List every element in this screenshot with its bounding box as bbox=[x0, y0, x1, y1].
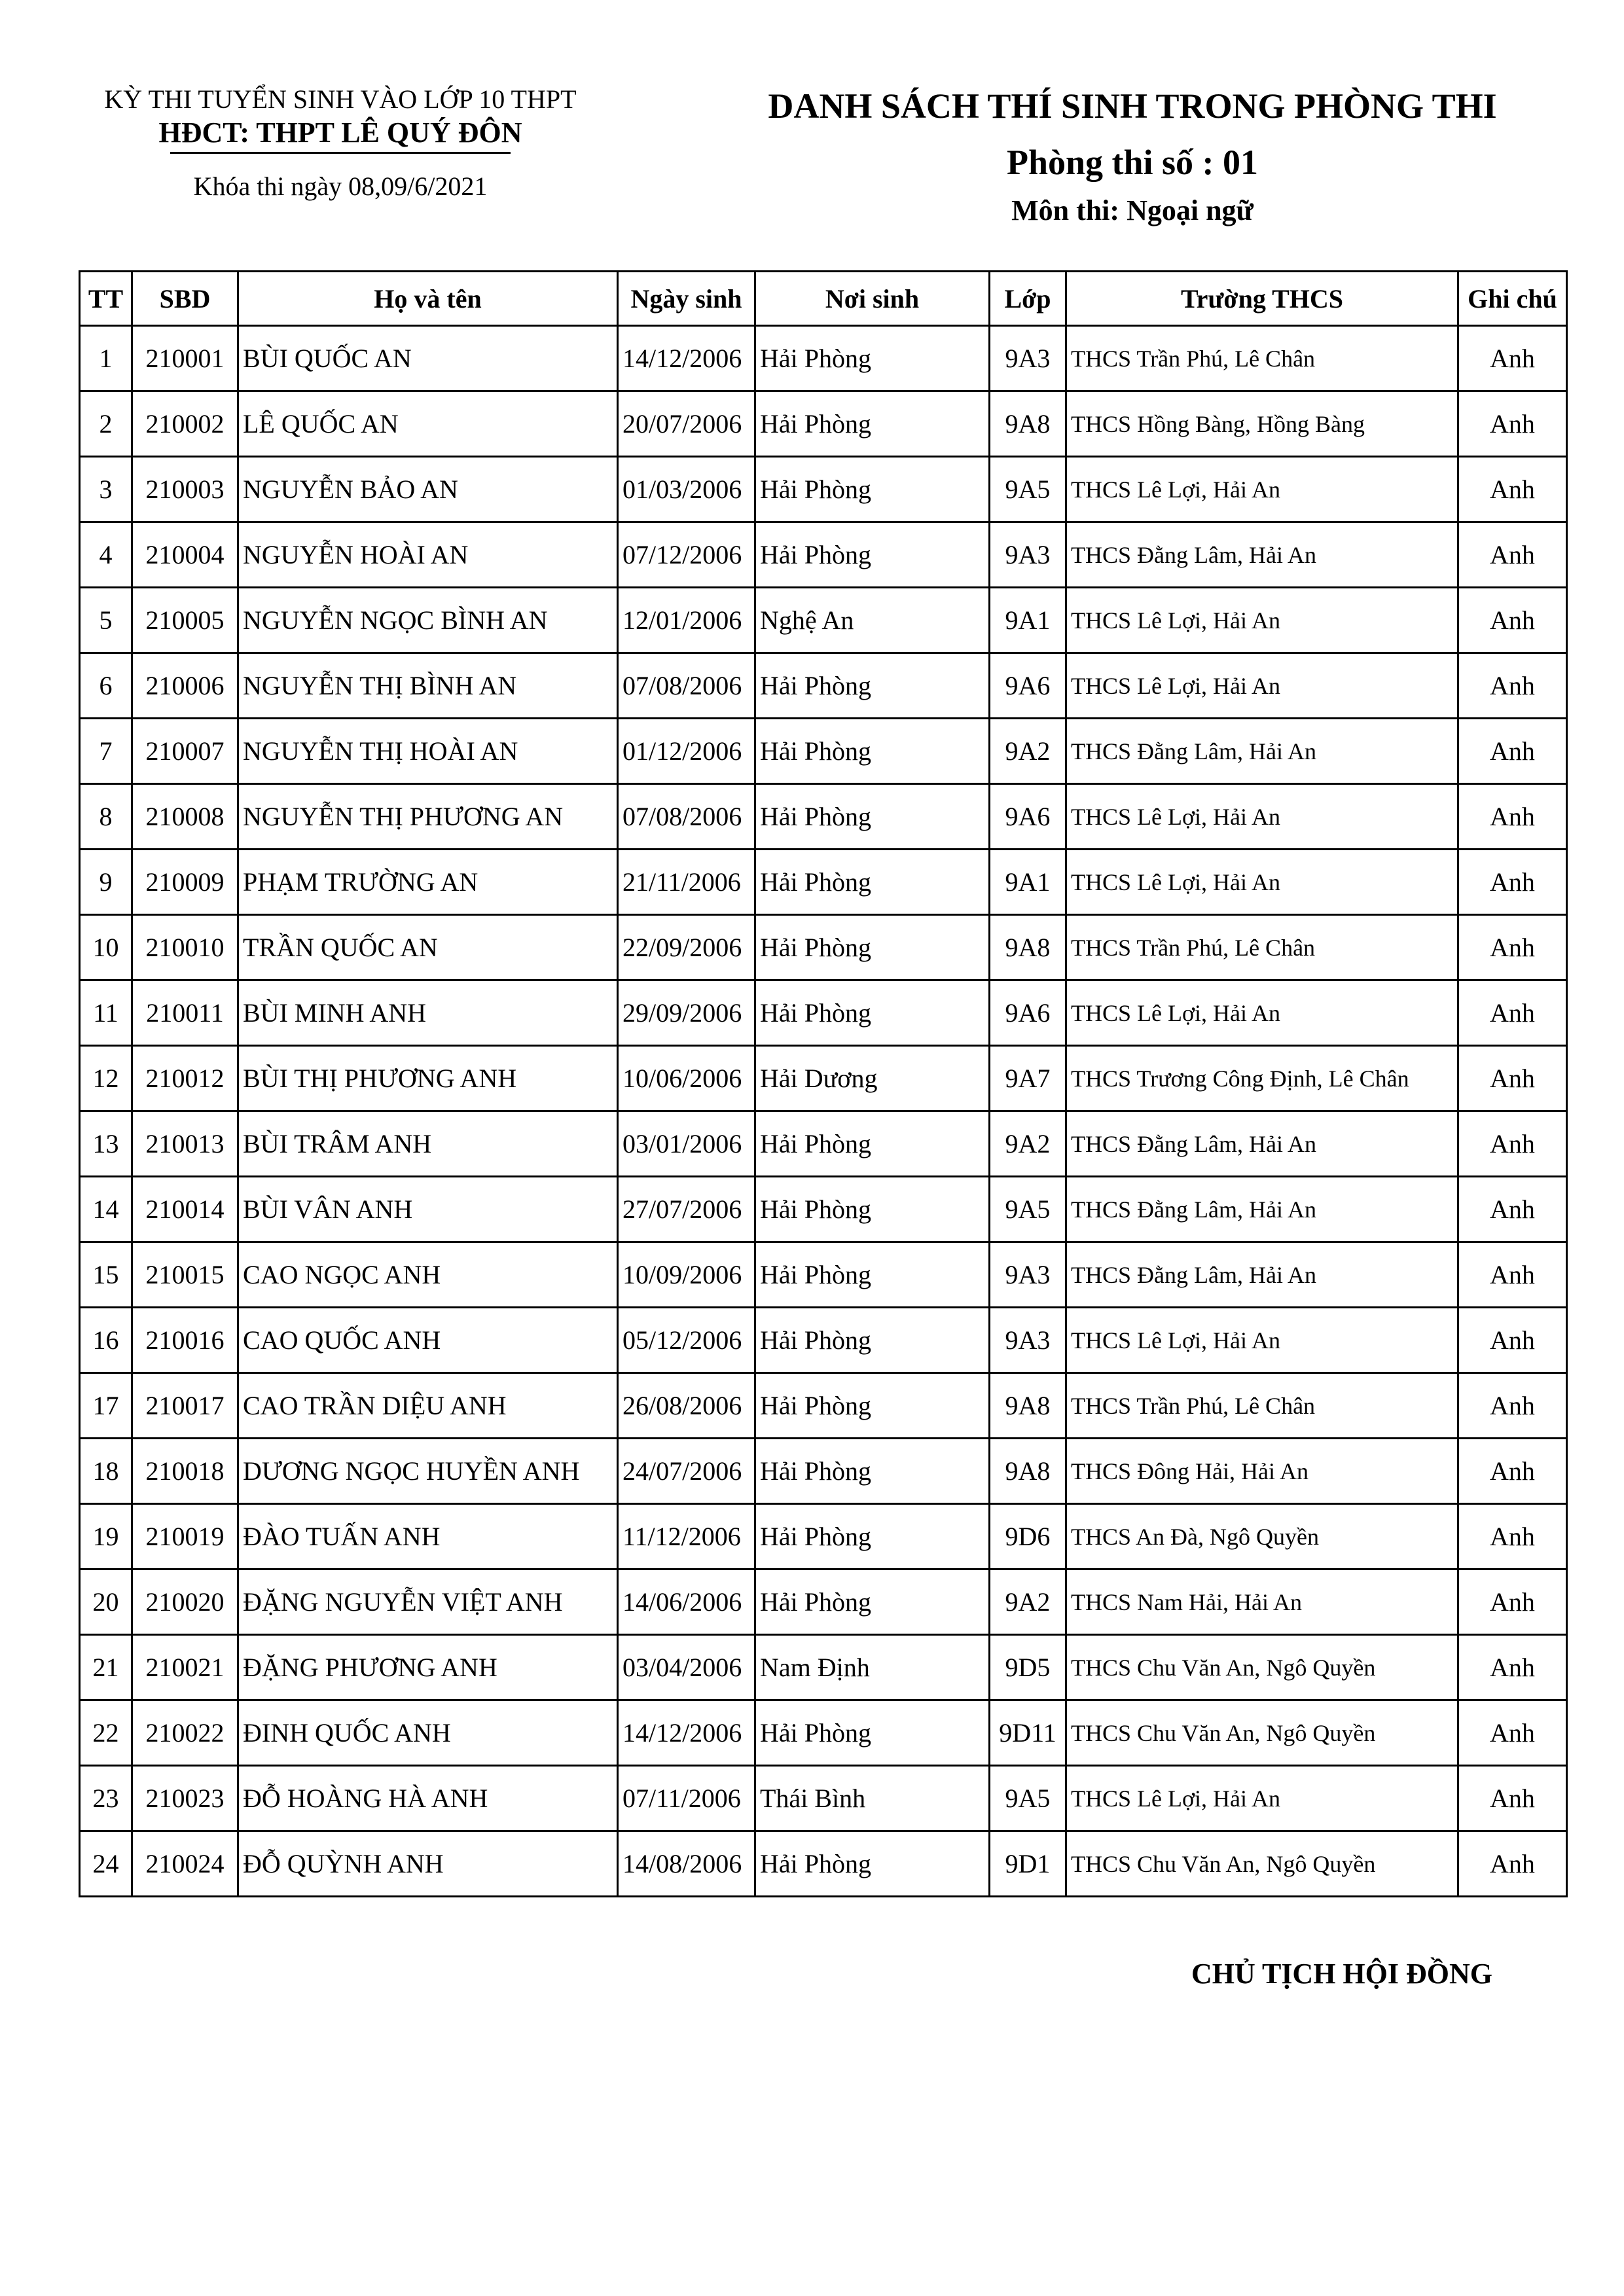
cell-note: Anh bbox=[1458, 784, 1567, 850]
cell-sbd: 210021 bbox=[132, 1635, 238, 1700]
column-header-note: Ghi chú bbox=[1458, 272, 1567, 326]
cell-class: 9A8 bbox=[990, 1439, 1066, 1504]
cell-note: Anh bbox=[1458, 522, 1567, 588]
cell-class: 9D1 bbox=[990, 1831, 1066, 1897]
cell-name: ĐỖ HOÀNG HÀ ANH bbox=[238, 1766, 618, 1831]
table-row bbox=[80, 391, 1567, 457]
cell-note: Anh bbox=[1458, 1046, 1567, 1111]
table-row bbox=[80, 850, 1567, 915]
cell-birthplace: Hải Phòng bbox=[755, 850, 990, 915]
cell-tt: 23 bbox=[80, 1766, 132, 1831]
cell-birthplace: Nam Định bbox=[755, 1635, 990, 1700]
cell-class: 9A8 bbox=[990, 915, 1066, 980]
column-header-birthplace: Nơi sinh bbox=[755, 272, 990, 326]
cell-name: BÙI MINH ANH bbox=[238, 980, 618, 1046]
cell-name: ĐÀO TUẤN ANH bbox=[238, 1504, 618, 1570]
table-row bbox=[80, 1700, 1567, 1766]
cell-birthplace: Hải Phòng bbox=[755, 653, 990, 719]
cell-sbd: 210023 bbox=[132, 1766, 238, 1831]
cell-note: Anh bbox=[1458, 719, 1567, 784]
table-row bbox=[80, 1831, 1567, 1897]
table-header-row bbox=[80, 272, 1567, 326]
cell-birthplace: Nghệ An bbox=[755, 588, 990, 653]
cell-tt: 14 bbox=[80, 1177, 132, 1242]
table-row bbox=[80, 719, 1567, 784]
cell-dob: 05/12/2006 bbox=[618, 1308, 755, 1373]
cell-sbd: 210006 bbox=[132, 653, 238, 719]
table-row bbox=[80, 1046, 1567, 1111]
cell-birthplace: Hải Dương bbox=[755, 1046, 990, 1111]
cell-birthplace: Thái Bình bbox=[755, 1766, 990, 1831]
cell-class: 9A8 bbox=[990, 1373, 1066, 1439]
cell-sbd: 210012 bbox=[132, 1046, 238, 1111]
cell-note: Anh bbox=[1458, 1439, 1567, 1504]
cell-class: 9A6 bbox=[990, 653, 1066, 719]
table-row bbox=[80, 784, 1567, 850]
column-header-tt: TT bbox=[80, 272, 132, 326]
cell-name: PHẠM TRƯỜNG AN bbox=[238, 850, 618, 915]
cell-name: CAO TRẦN DIỆU ANH bbox=[238, 1373, 618, 1439]
table-row bbox=[80, 457, 1567, 522]
cell-class: 9A3 bbox=[990, 1308, 1066, 1373]
cell-note: Anh bbox=[1458, 1700, 1567, 1766]
cell-birthplace: Hải Phòng bbox=[755, 1373, 990, 1439]
cell-birthplace: Hải Phòng bbox=[755, 719, 990, 784]
table-row bbox=[80, 1635, 1567, 1700]
cell-sbd: 210010 bbox=[132, 915, 238, 980]
cell-dob: 20/07/2006 bbox=[618, 391, 755, 457]
column-header-school: Trường THCS bbox=[1066, 272, 1458, 326]
table-row bbox=[80, 653, 1567, 719]
table-row bbox=[80, 326, 1567, 391]
cell-school: THCS Chu Văn An, Ngô Quyền bbox=[1066, 1831, 1458, 1897]
cell-note: Anh bbox=[1458, 1177, 1567, 1242]
candidate-table bbox=[79, 270, 1568, 1897]
cell-tt: 6 bbox=[80, 653, 132, 719]
cell-sbd: 210007 bbox=[132, 719, 238, 784]
cell-sbd: 210022 bbox=[132, 1700, 238, 1766]
cell-dob: 07/08/2006 bbox=[618, 653, 755, 719]
cell-class: 9A5 bbox=[990, 1177, 1066, 1242]
cell-sbd: 210020 bbox=[132, 1570, 238, 1635]
cell-class: 9A2 bbox=[990, 1570, 1066, 1635]
cell-school: THCS Hồng Bàng, Hồng Bàng bbox=[1066, 391, 1458, 457]
room-number: Phòng thi số : 01 bbox=[1006, 143, 1259, 182]
cell-class: 9A2 bbox=[990, 1111, 1066, 1177]
cell-dob: 14/06/2006 bbox=[618, 1570, 755, 1635]
cell-tt: 5 bbox=[80, 588, 132, 653]
cell-tt: 13 bbox=[80, 1111, 132, 1177]
cell-name: BÙI TRÂM ANH bbox=[238, 1111, 618, 1177]
table-row bbox=[80, 522, 1567, 588]
table-row bbox=[80, 915, 1567, 980]
cell-school: THCS Đằng Lâm, Hải An bbox=[1066, 1111, 1458, 1177]
table-row bbox=[80, 1766, 1567, 1831]
cell-sbd: 210014 bbox=[132, 1177, 238, 1242]
cell-dob: 07/11/2006 bbox=[618, 1766, 755, 1831]
cell-tt: 17 bbox=[80, 1373, 132, 1439]
table-row bbox=[80, 1308, 1567, 1373]
column-header-dob: Ngày sinh bbox=[618, 272, 755, 326]
cell-class: 9D5 bbox=[990, 1635, 1066, 1700]
cell-sbd: 210005 bbox=[132, 588, 238, 653]
cell-note: Anh bbox=[1458, 457, 1567, 522]
cell-class: 9A1 bbox=[990, 588, 1066, 653]
cell-birthplace: Hải Phòng bbox=[755, 1308, 990, 1373]
cell-sbd: 210001 bbox=[132, 326, 238, 391]
cell-sbd: 210018 bbox=[132, 1439, 238, 1504]
cell-dob: 26/08/2006 bbox=[618, 1373, 755, 1439]
cell-school: THCS Trần Phú, Lê Chân bbox=[1066, 1373, 1458, 1439]
cell-class: 9A5 bbox=[990, 457, 1066, 522]
cell-class: 9D11 bbox=[990, 1700, 1066, 1766]
cell-dob: 14/08/2006 bbox=[618, 1831, 755, 1897]
cell-school: THCS Đằng Lâm, Hải An bbox=[1066, 1242, 1458, 1308]
cell-name: NGUYỄN BẢO AN bbox=[238, 457, 618, 522]
cell-dob: 14/12/2006 bbox=[618, 1700, 755, 1766]
cell-class: 9A3 bbox=[990, 522, 1066, 588]
cell-name: NGUYỄN THỊ HOÀI AN bbox=[238, 719, 618, 784]
cell-name: DƯƠNG NGỌC HUYỀN ANH bbox=[238, 1439, 618, 1504]
cell-birthplace: Hải Phòng bbox=[755, 522, 990, 588]
cell-school: THCS Lê Lợi, Hải An bbox=[1066, 653, 1458, 719]
cell-dob: 07/08/2006 bbox=[618, 784, 755, 850]
cell-birthplace: Hải Phòng bbox=[755, 1570, 990, 1635]
cell-note: Anh bbox=[1458, 1111, 1567, 1177]
cell-birthplace: Hải Phòng bbox=[755, 457, 990, 522]
cell-school: THCS Lê Lợi, Hải An bbox=[1066, 457, 1458, 522]
cell-tt: 4 bbox=[80, 522, 132, 588]
cell-tt: 19 bbox=[80, 1504, 132, 1570]
cell-birthplace: Hải Phòng bbox=[755, 391, 990, 457]
cell-dob: 10/09/2006 bbox=[618, 1242, 755, 1308]
cell-dob: 22/09/2006 bbox=[618, 915, 755, 980]
cell-birthplace: Hải Phòng bbox=[755, 1831, 990, 1897]
cell-school: THCS Trần Phú, Lê Chân bbox=[1066, 915, 1458, 980]
cell-class: 9A6 bbox=[990, 980, 1066, 1046]
cell-note: Anh bbox=[1458, 850, 1567, 915]
cell-tt: 21 bbox=[80, 1635, 132, 1700]
cell-school: THCS Lê Lợi, Hải An bbox=[1066, 1308, 1458, 1373]
cell-dob: 29/09/2006 bbox=[618, 980, 755, 1046]
cell-dob: 14/12/2006 bbox=[618, 326, 755, 391]
cell-school: THCS Nam Hải, Hải An bbox=[1066, 1570, 1458, 1635]
table-row bbox=[80, 980, 1567, 1046]
cell-note: Anh bbox=[1458, 653, 1567, 719]
cell-school: THCS Chu Văn An, Ngô Quyền bbox=[1066, 1700, 1458, 1766]
cell-birthplace: Hải Phòng bbox=[755, 1242, 990, 1308]
cell-birthplace: Hải Phòng bbox=[755, 915, 990, 980]
cell-tt: 11 bbox=[80, 980, 132, 1046]
cell-sbd: 210002 bbox=[132, 391, 238, 457]
cell-sbd: 210009 bbox=[132, 850, 238, 915]
cell-birthplace: Hải Phòng bbox=[755, 980, 990, 1046]
signature-title: CHỦ TỊCH HỘI ĐỒNG bbox=[1191, 1958, 1493, 1990]
cell-school: THCS Đằng Lâm, Hải An bbox=[1066, 1177, 1458, 1242]
table-row bbox=[80, 1177, 1567, 1242]
cell-birthplace: Hải Phòng bbox=[755, 1700, 990, 1766]
cell-birthplace: Hải Phòng bbox=[755, 1504, 990, 1570]
cell-birthplace: Hải Phòng bbox=[755, 1111, 990, 1177]
cell-note: Anh bbox=[1458, 326, 1567, 391]
cell-dob: 10/06/2006 bbox=[618, 1046, 755, 1111]
cell-birthplace: Hải Phòng bbox=[755, 326, 990, 391]
cell-birthplace: Hải Phòng bbox=[755, 1177, 990, 1242]
cell-dob: 01/12/2006 bbox=[618, 719, 755, 784]
cell-name: BÙI THỊ PHƯƠNG ANH bbox=[238, 1046, 618, 1111]
cell-dob: 03/04/2006 bbox=[618, 1635, 755, 1700]
cell-note: Anh bbox=[1458, 980, 1567, 1046]
cell-note: Anh bbox=[1458, 1308, 1567, 1373]
cell-dob: 12/01/2006 bbox=[618, 588, 755, 653]
cell-name: TRẦN QUỐC AN bbox=[238, 915, 618, 980]
table-body bbox=[80, 326, 1567, 1897]
cell-tt: 18 bbox=[80, 1439, 132, 1504]
header-left bbox=[79, 84, 602, 202]
cell-name: NGUYỄN HOÀI AN bbox=[238, 522, 618, 588]
cell-note: Anh bbox=[1458, 1570, 1567, 1635]
column-header-class: Lớp bbox=[990, 272, 1066, 326]
cell-class: 9A3 bbox=[990, 1242, 1066, 1308]
cell-tt: 10 bbox=[80, 915, 132, 980]
cell-school: THCS Đằng Lâm, Hải An bbox=[1066, 522, 1458, 588]
cell-tt: 7 bbox=[80, 719, 132, 784]
cell-school: THCS Lê Lợi, Hải An bbox=[1066, 1766, 1458, 1831]
exam-subject: Môn thi: Ngoại ngữ bbox=[1011, 194, 1254, 226]
cell-sbd: 210011 bbox=[132, 980, 238, 1046]
cell-dob: 01/03/2006 bbox=[618, 457, 755, 522]
cell-sbd: 210016 bbox=[132, 1308, 238, 1373]
cell-dob: 03/01/2006 bbox=[618, 1111, 755, 1177]
column-header-sbd: SBD bbox=[132, 272, 238, 326]
cell-name: CAO QUỐC ANH bbox=[238, 1308, 618, 1373]
cell-note: Anh bbox=[1458, 1504, 1567, 1570]
cell-class: 9A5 bbox=[990, 1766, 1066, 1831]
cell-sbd: 210013 bbox=[132, 1111, 238, 1177]
table-row bbox=[80, 1111, 1567, 1177]
cell-school: THCS Đằng Lâm, Hải An bbox=[1066, 719, 1458, 784]
header-right bbox=[713, 81, 1551, 229]
cell-name: NGUYỄN NGỌC BÌNH AN bbox=[238, 588, 618, 653]
table-row bbox=[80, 588, 1567, 653]
cell-note: Anh bbox=[1458, 915, 1567, 980]
cell-school: THCS Đông Hải, Hải An bbox=[1066, 1439, 1458, 1504]
cell-dob: 21/11/2006 bbox=[618, 850, 755, 915]
cell-name: ĐỖ QUỲNH ANH bbox=[238, 1831, 618, 1897]
cell-school: THCS Chu Văn An, Ngô Quyền bbox=[1066, 1635, 1458, 1700]
table-row bbox=[80, 1439, 1567, 1504]
cell-class: 9A1 bbox=[990, 850, 1066, 915]
cell-sbd: 210024 bbox=[132, 1831, 238, 1897]
cell-note: Anh bbox=[1458, 1831, 1567, 1897]
cell-class: 9A3 bbox=[990, 326, 1066, 391]
cell-school: THCS Lê Lợi, Hải An bbox=[1066, 784, 1458, 850]
cell-birthplace: Hải Phòng bbox=[755, 784, 990, 850]
cell-note: Anh bbox=[1458, 1766, 1567, 1831]
cell-school: THCS Lê Lợi, Hải An bbox=[1066, 980, 1458, 1046]
cell-tt: 3 bbox=[80, 457, 132, 522]
cell-note: Anh bbox=[1458, 1635, 1567, 1700]
cell-note: Anh bbox=[1458, 588, 1567, 653]
cell-class: 9A6 bbox=[990, 784, 1066, 850]
cell-sbd: 210017 bbox=[132, 1373, 238, 1439]
cell-class: 9A2 bbox=[990, 719, 1066, 784]
exam-title: KỲ THI TUYỂN SINH VÀO LỚP 10 THPT bbox=[104, 84, 577, 114]
council-underline bbox=[170, 152, 511, 154]
cell-tt: 15 bbox=[80, 1242, 132, 1308]
cell-sbd: 210015 bbox=[132, 1242, 238, 1308]
cell-name: BÙI QUỐC AN bbox=[238, 326, 618, 391]
document-title: DANH SÁCH THÍ SINH TRONG PHÒNG THI bbox=[768, 86, 1497, 126]
cell-name: ĐẶNG PHƯƠNG ANH bbox=[238, 1635, 618, 1700]
cell-class: 9A7 bbox=[990, 1046, 1066, 1111]
cell-class: 9A8 bbox=[990, 391, 1066, 457]
cell-name: NGUYỄN THỊ BÌNH AN bbox=[238, 653, 618, 719]
cell-name: NGUYỄN THỊ PHƯƠNG AN bbox=[238, 784, 618, 850]
cell-sbd: 210008 bbox=[132, 784, 238, 850]
cell-note: Anh bbox=[1458, 391, 1567, 457]
cell-tt: 1 bbox=[80, 326, 132, 391]
table-row bbox=[80, 1373, 1567, 1439]
cell-tt: 2 bbox=[80, 391, 132, 457]
exam-dates: Khóa thi ngày 08,09/6/2021 bbox=[193, 171, 488, 201]
cell-tt: 12 bbox=[80, 1046, 132, 1111]
cell-tt: 24 bbox=[80, 1831, 132, 1897]
cell-sbd: 210003 bbox=[132, 457, 238, 522]
cell-name: CAO NGỌC ANH bbox=[238, 1242, 618, 1308]
table-row bbox=[80, 1242, 1567, 1308]
cell-name: ĐẶNG NGUYỄN VIỆT ANH bbox=[238, 1570, 618, 1635]
cell-note: Anh bbox=[1458, 1373, 1567, 1439]
cell-dob: 11/12/2006 bbox=[618, 1504, 755, 1570]
cell-dob: 24/07/2006 bbox=[618, 1439, 755, 1504]
cell-name: ĐINH QUỐC ANH bbox=[238, 1700, 618, 1766]
cell-sbd: 210004 bbox=[132, 522, 238, 588]
cell-name: LÊ QUỐC AN bbox=[238, 391, 618, 457]
table-row bbox=[80, 1570, 1567, 1635]
cell-birthplace: Hải Phòng bbox=[755, 1439, 990, 1504]
cell-sbd: 210019 bbox=[132, 1504, 238, 1570]
cell-name: BÙI VÂN ANH bbox=[238, 1177, 618, 1242]
cell-school: THCS Trương Công Định, Lê Chân bbox=[1066, 1046, 1458, 1111]
cell-dob: 27/07/2006 bbox=[618, 1177, 755, 1242]
cell-school: THCS Trần Phú, Lê Chân bbox=[1066, 326, 1458, 391]
cell-school: THCS Lê Lợi, Hải An bbox=[1066, 850, 1458, 915]
column-header-name: Họ và tên bbox=[238, 272, 618, 326]
cell-tt: 20 bbox=[80, 1570, 132, 1635]
cell-class: 9D6 bbox=[990, 1504, 1066, 1570]
cell-tt: 9 bbox=[80, 850, 132, 915]
table-row bbox=[80, 1504, 1567, 1570]
cell-tt: 8 bbox=[80, 784, 132, 850]
cell-note: Anh bbox=[1458, 1242, 1567, 1308]
cell-tt: 22 bbox=[80, 1700, 132, 1766]
council-name: HĐCT: THPT LÊ QUÝ ĐÔN bbox=[158, 117, 522, 149]
cell-tt: 16 bbox=[80, 1308, 132, 1373]
cell-school: THCS Lê Lợi, Hải An bbox=[1066, 588, 1458, 653]
cell-dob: 07/12/2006 bbox=[618, 522, 755, 588]
cell-school: THCS An Đà, Ngô Quyền bbox=[1066, 1504, 1458, 1570]
